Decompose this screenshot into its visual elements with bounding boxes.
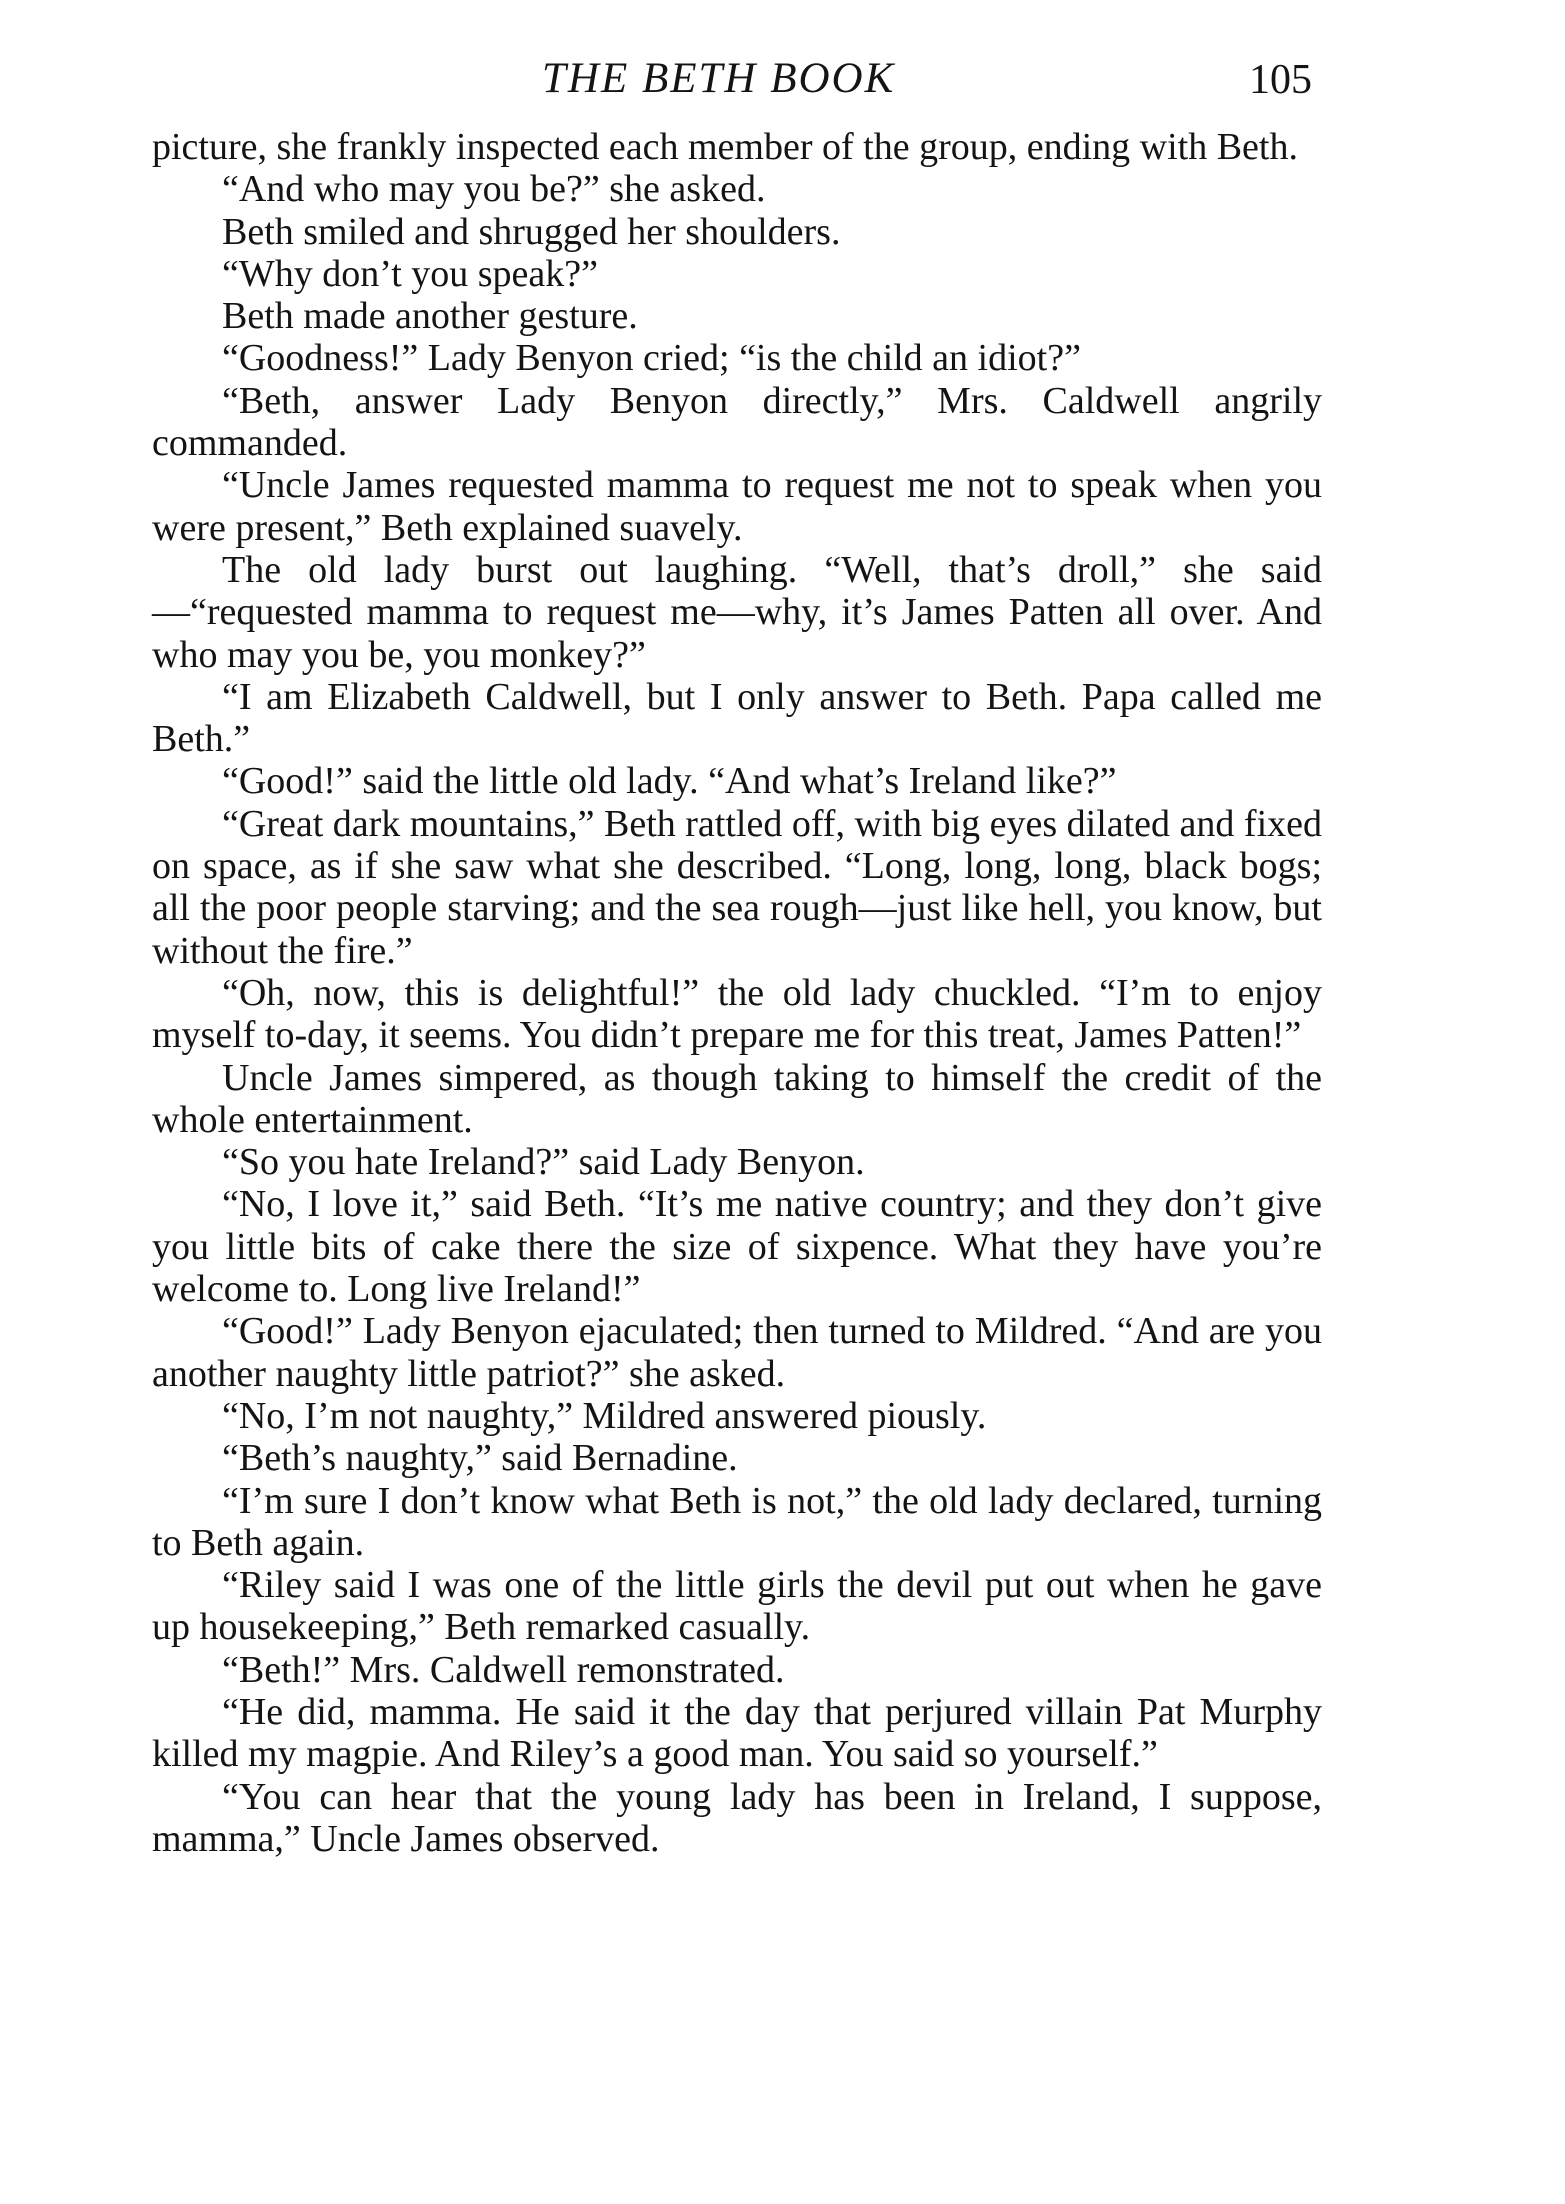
paragraph: “I’m sure I don’t know what Beth is not,” the old lady declared, turning to Beth again. (152, 1479, 1322, 1564)
paragraph: “Goodness!” Lady Benyon cried; “is the child an idiot?” (222, 337, 1081, 380)
paragraph: Beth smiled and shrugged her shoulders. (222, 210, 841, 253)
paragraph: “No, I’m not naughty,” Mildred answered piously. (222, 1394, 987, 1437)
paragraph: “So you hate Ireland?” said Lady Benyon. (222, 1141, 865, 1184)
paragraph: The old lady burst out laughing. “Well, that’s droll,” she said—“requested mamma to request me—why, it’s James Patten all over. And who may you be, you monkey?” (152, 548, 1322, 676)
paragraph: Uncle James simpered, as though taking to himself the credit of the whole entertainment. (152, 1056, 1322, 1141)
paragraph: “Oh, now, this is delightful!” the old lady chuckled. “I’m to enjoy myself to-day, it seems. You didn’t prepare me for this treat, James Patten!” (152, 971, 1322, 1057)
paragraph: Beth made another gesture. (222, 295, 638, 338)
page-header (152, 54, 1322, 114)
paragraph: “Riley said I was one of the little girls the devil put out when he gave up housekeeping,” Beth remarked casually. (152, 1564, 1322, 1649)
paragraph: “Great dark mountains,” Beth rattled off, with big eyes dilated and fixed on space, as if she saw what she described. “Long, long, long, black bogs; all the poor people starving; and the sea rough—just like hell, you know, but without the fire.” (152, 802, 1322, 972)
paragraph: “And who may you be?” she asked. (222, 168, 766, 211)
paragraph: “Good!” said the little old lady. “And what’s Ireland like?” (222, 760, 1117, 803)
paragraph: “Why don’t you speak?” (222, 252, 599, 295)
paragraph: “Good!” Lady Benyon ejaculated; then turned to Mildred. “And are you another naughty little patriot?” she asked. (152, 1310, 1322, 1395)
paragraph: “Beth’s naughty,” said Bernadine. (222, 1437, 738, 1480)
paragraph: “No, I love it,” said Beth. “It’s me native country; and they don’t give you little bits of cake there the size of sixpence. What they have you’re welcome to. Long live Ireland!” (152, 1183, 1322, 1311)
paragraph: “Beth!” Mrs. Caldwell remonstrated. (222, 1648, 785, 1691)
paragraph: “Uncle James requested mamma to request me not to speak when you were present,” Beth explained suavely. (152, 464, 1322, 549)
paragraph: “He did, mamma. He said it the day that perjured villain Pat Murphy killed my magpie. And Riley’s a good man. You said so yourself.” (152, 1690, 1322, 1776)
body-text (152, 126, 1322, 1860)
paragraph: “Beth, answer Lady Benyon directly,” Mrs. Caldwell angrily commanded. (152, 379, 1322, 465)
page-number: 105 (1249, 57, 1312, 103)
paragraph: “I am Elizabeth Caldwell, but I only answer to Beth. Papa called me Beth.” (152, 675, 1322, 761)
paragraph: picture, she frankly inspected each member of the group, ending with Beth. (152, 126, 1298, 168)
paragraph: “You can hear that the young lady has been in Ireland, I suppose, mamma,” Uncle James observed. (152, 1775, 1322, 1860)
running-title: THE BETH BOOK (542, 55, 896, 102)
